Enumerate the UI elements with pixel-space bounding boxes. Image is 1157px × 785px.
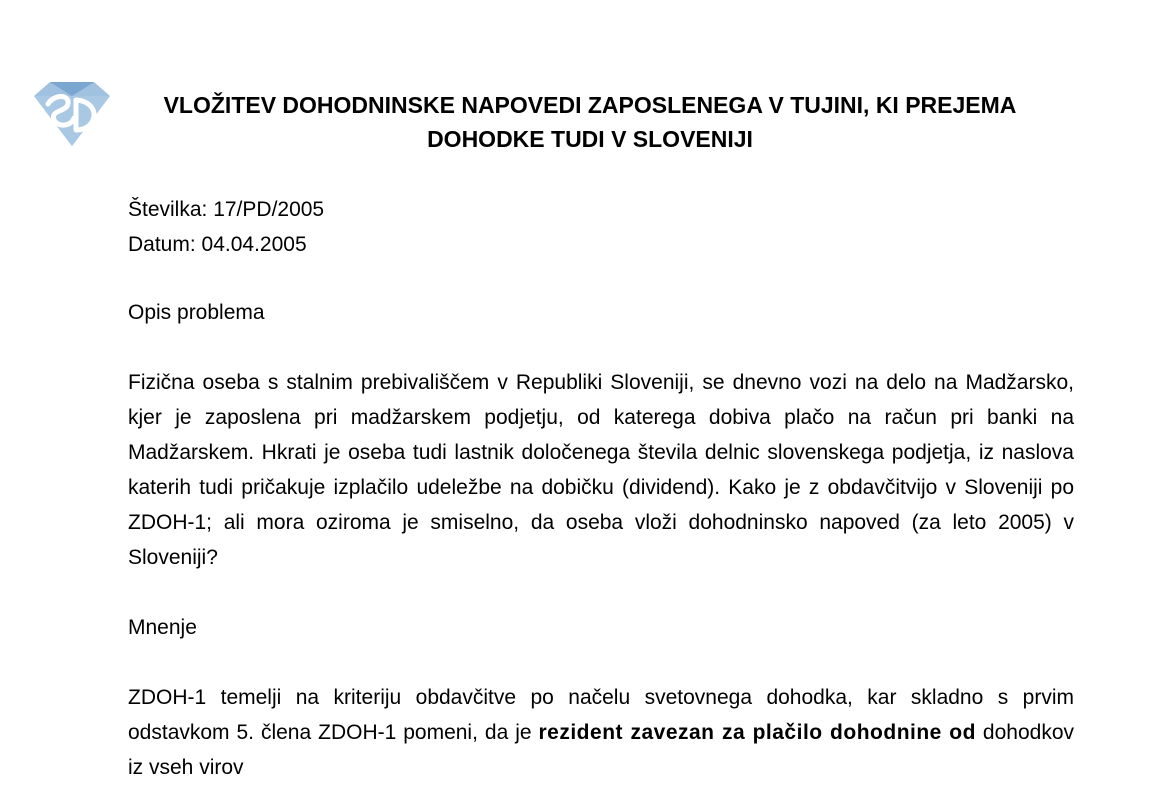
document-number: Številka: 17/PD/2005: [128, 198, 325, 221]
opinion-text-part2: dohodkov iz vseh virov: [128, 721, 1074, 779]
document-date: Datum: 04.04.2005: [128, 233, 307, 256]
opinion-text-part1: ZDOH-1 temelji na kriteriju obdavčitve po načelu svetovnega dohodka, kar skladno s prvim odstavkom 5. člena ZDOH-1 pomeni, da je: [128, 686, 1074, 744]
opinion-text: [128, 680, 1074, 785]
document-title: VLOŽITEV DOHODNINSKE NAPOVEDI ZAPOSLENEGA V TUJINI, KI PREJEMA DOHODKE TUDI V SLOVENIJI: [163, 92, 1017, 152]
logo-emblem: [28, 78, 112, 148]
opinion-heading: Mnenje: [128, 616, 197, 639]
document-meta: [128, 192, 324, 262]
problem-heading: Opis problema: [128, 301, 265, 324]
problem-text: Fizična oseba s stalnim prebivališčem v Republiki Sloveniji, se dnevno vozi na delo na Madžarsko, kjer je zaposlena pri madžarskem podjetju, od katerega dobiva plačo na račun pri banki na Madžarskem. Hkrati je oseba tudi lastnik določenega števila delnic slovenskega podjetja, iz naslova katerih tudi pričakuje izplačilo udeležbe na dobičku (dividend). Kako je z obdavčitvijo v Sloveniji po ZDOH-1; ali mora oziroma je smiselno, da oseba vloži dohodninsko napoved (za leto 2005) v Sloveniji?: [128, 371, 1074, 569]
opinion-text-bold: rezident zavezan za plačilo dohodnine od: [538, 721, 976, 744]
